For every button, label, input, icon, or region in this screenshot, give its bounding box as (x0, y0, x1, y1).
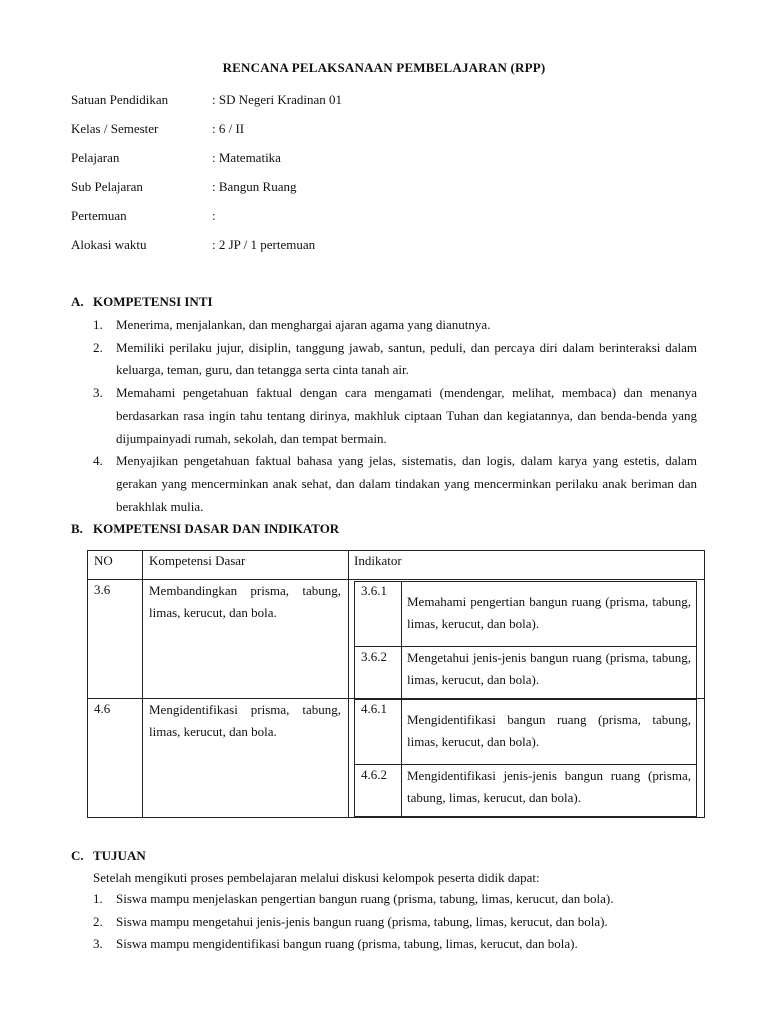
table-divider (142, 551, 143, 817)
indicator-table (354, 699, 697, 817)
identity-value: : Bangun Ruang (212, 179, 297, 194)
row-no: 3.6 (94, 582, 111, 597)
indicator-code: 3.6.2 (361, 649, 387, 664)
row-kd: Mengidentifikasi prisma, tabung, limas, kerucut, dan bola. (149, 702, 341, 739)
identity-label: Sub Pelajaran (71, 179, 143, 194)
list-text: Menerima, menjalankan, dan menghargai ajaran agama yang dianutnya. (116, 317, 491, 332)
list-text: Memahami pengetahuan faktual dengan cara mengamati (mendengar, melihat, membaca) dan menanya berdasarkan rasa ingin tahu tentang dirinya, makhluk ciptaan Tuhan dan kegiatannya, dan benda-benda yang dijumpainyadi rumah, sekolah, dan tempat bermain. (116, 385, 697, 446)
list-number: 3. (93, 385, 103, 401)
list-item (93, 337, 697, 382)
list-item (93, 933, 697, 956)
list-item (93, 888, 697, 911)
indicator-code: 3.6.1 (361, 583, 387, 598)
list-number: 1. (93, 317, 103, 332)
list-number: 4. (93, 453, 103, 469)
header-kd: Kompetensi Dasar (149, 553, 246, 568)
row-kd: Membandingkan prisma, tabung, limas, kerucut, dan bola. (149, 583, 341, 620)
indicator-text: Mengidentifikasi bangun ruang (prisma, tabung, limas, kerucut, dan bola). (407, 712, 691, 749)
section-letter: B. (71, 521, 83, 536)
indicator-code: 4.6.1 (361, 701, 387, 716)
indicator-text: Mengidentifikasi jenis-jenis bangun ruang (prisma, tabung, limas, kerucut, dan bola). (407, 768, 691, 805)
list-number: 1. (93, 891, 103, 906)
list-number: 2. (93, 913, 103, 929)
section-c-intro: Setelah mengikuti proses pembelajaran melalui diskusi kelompok peserta didik dapat: (93, 870, 540, 885)
section-letter: A. (71, 294, 84, 309)
identity-label: Satuan Pendidikan (71, 92, 169, 107)
identity-value: : 6 / II (212, 121, 245, 136)
section-b-heading (71, 521, 339, 537)
header-indikator: Indikator (354, 553, 402, 568)
table-divider (348, 551, 349, 817)
identity-value: : 2 JP / 1 pertemuan (212, 237, 316, 252)
section-title: KOMPETENSI DASAR DAN INDIKATOR (93, 521, 340, 536)
row-no: 4.6 (94, 701, 111, 716)
list-item (93, 911, 697, 934)
identity-label: Alokasi waktu (71, 237, 147, 252)
document-title: RENCANA PELAKSANAAN PEMBELAJARAN (RPP) (222, 60, 546, 75)
identity-label: Pertemuan (71, 208, 127, 223)
indicator-text: Mengetahui jenis-jenis bangun ruang (prisma, tabung, limas, kerucut, dan bola). (407, 650, 691, 687)
section-a-heading (71, 294, 213, 310)
identity-label: Kelas / Semester (71, 121, 159, 136)
section-c-heading (71, 848, 146, 864)
section-c-list (93, 888, 697, 956)
list-item (93, 314, 697, 337)
identity-value: : Matematika (212, 150, 281, 165)
section-a-list (93, 314, 697, 518)
list-text: Siswa mampu mengetahui jenis-jenis bangun ruang (prisma, tabung, limas, kerucut, dan bola). (116, 913, 608, 929)
table-divider (401, 700, 402, 816)
list-text: Menyajikan pengetahuan faktual bahasa yang jelas, sistematis, dan logis, dalam karya yang estetis, dalam gerakan yang mencerminkan anak sehat, dan dalam tindakan yang mencerminkan perilaku anak beriman dan berakhlak mulia. (116, 453, 697, 514)
indicator-code: 4.6.2 (361, 767, 387, 782)
section-title: KOMPETENSI INTI (93, 294, 213, 309)
list-item (93, 450, 697, 518)
indicator-table (354, 581, 697, 699)
identity-value: : (212, 208, 216, 223)
identity-value: : SD Negeri Kradinan 01 (212, 92, 342, 107)
list-item (93, 382, 697, 450)
list-text: Memiliki perilaku jujur, disiplin, tanggung jawab, santun, peduli, dan percaya diri dalam berinteraksi dalam keluarga, teman, guru, dan tetangga serta cinta tanah air. (116, 339, 697, 378)
section-title: TUJUAN (93, 848, 146, 863)
identity-label: Pelajaran (71, 150, 120, 165)
list-number: 2. (93, 339, 103, 355)
list-number: 3. (93, 936, 103, 952)
table-divider (401, 582, 402, 698)
competency-table (87, 550, 705, 818)
list-text: Siswa mampu mengidentifikasi bangun ruang (prisma, tabung, limas, kerucut, dan bola). (116, 936, 578, 952)
section-letter: C. (71, 848, 84, 863)
list-text: Siswa mampu menjelaskan pengertian bangun ruang (prisma, tabung, limas, kerucut, dan bola). (116, 891, 614, 906)
indicator-text: Memahami pengertian bangun ruang (prisma, tabung, limas, kerucut, dan bola). (407, 594, 691, 631)
header-no: NO (94, 553, 113, 568)
